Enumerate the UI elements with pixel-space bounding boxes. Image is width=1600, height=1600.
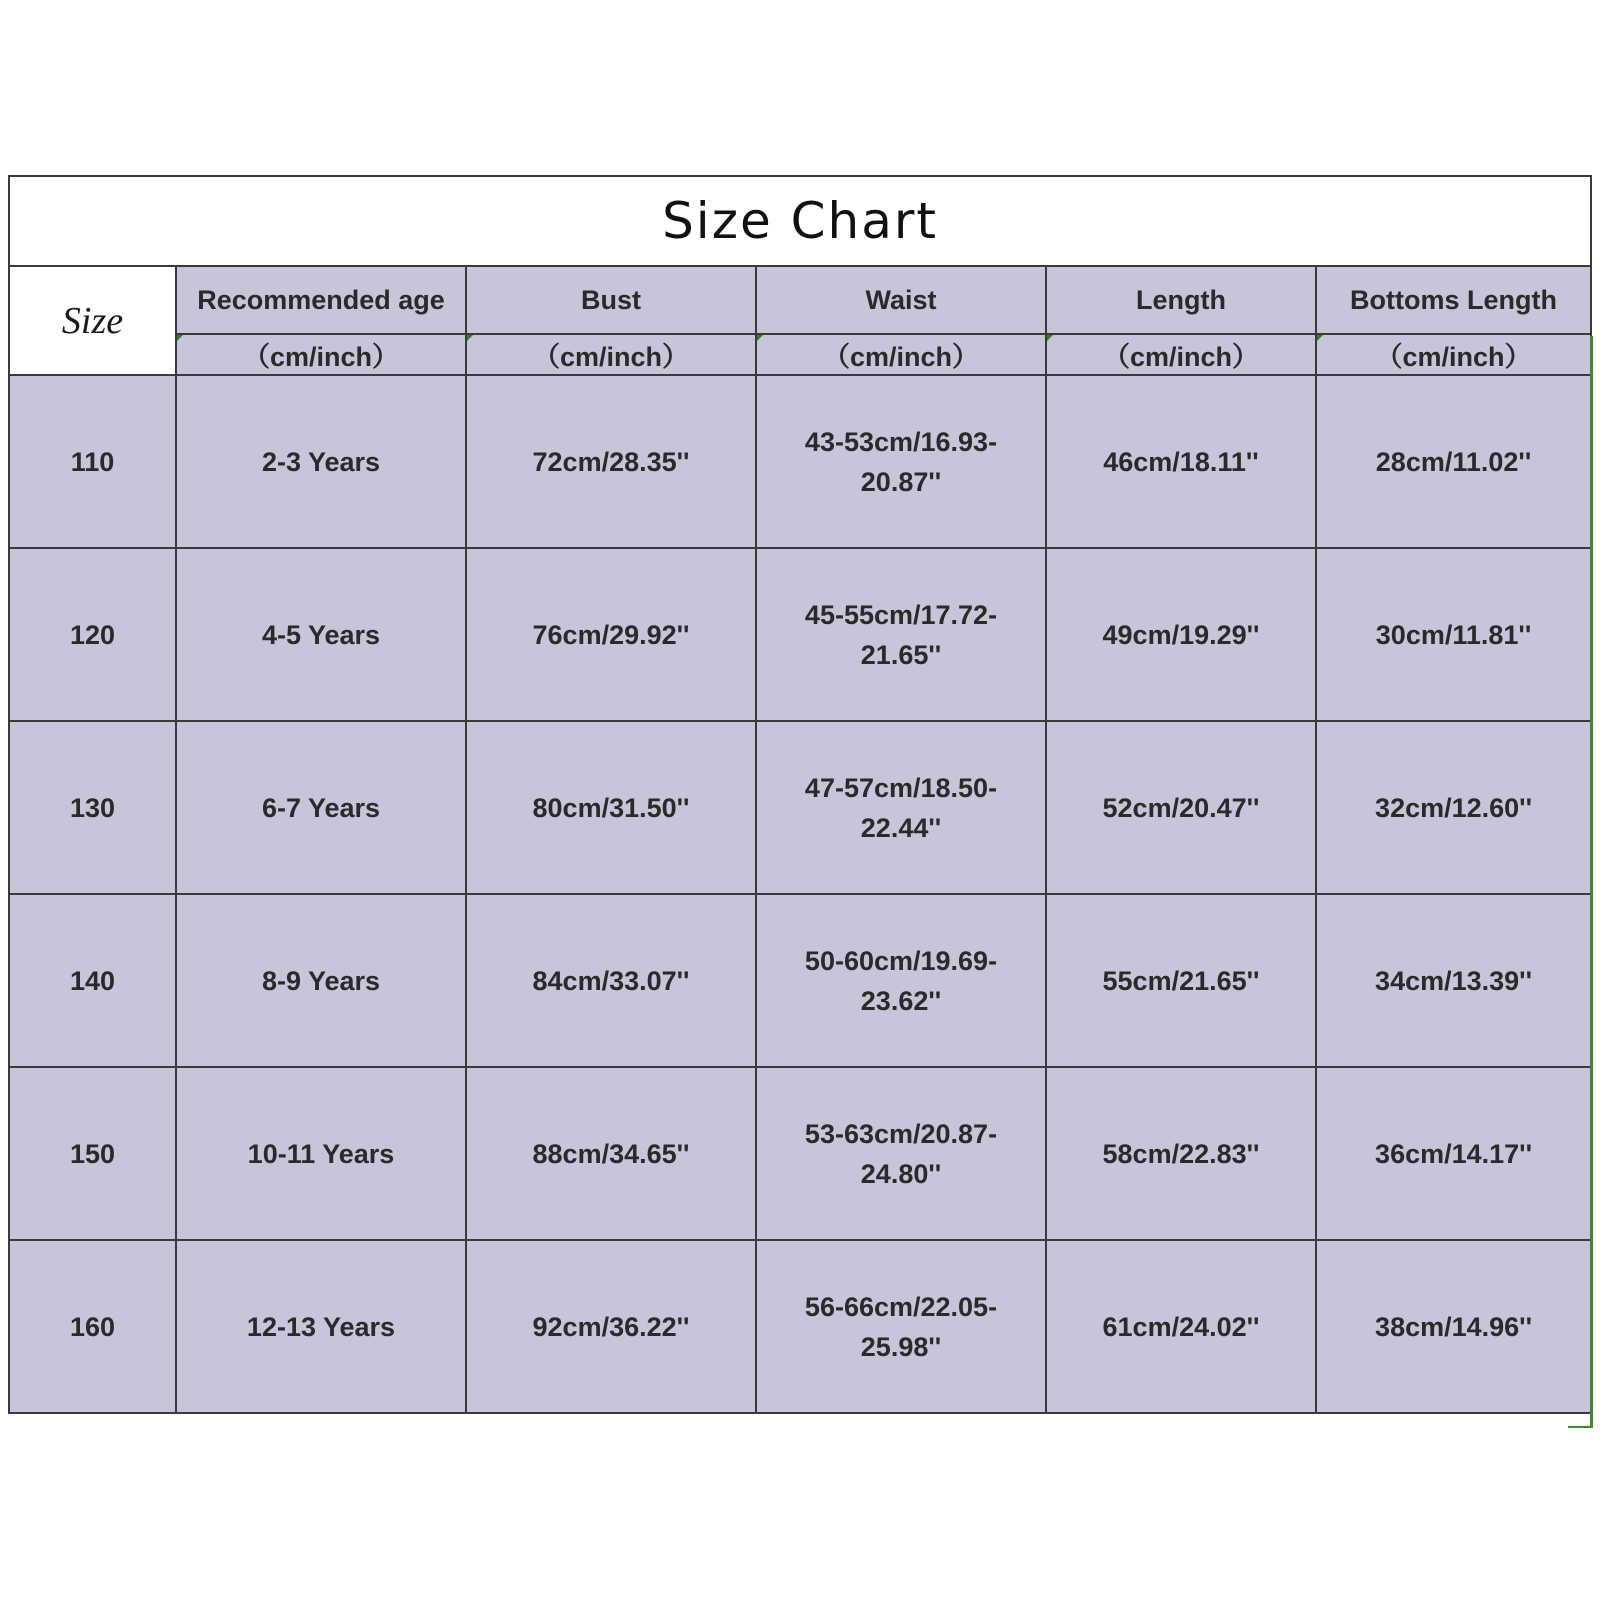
age-cell: 10-11 Years: [176, 1067, 466, 1240]
table-row: [9, 375, 1591, 548]
title-row: [9, 176, 1591, 266]
waist-line-1: 56-66cm/22.05-: [804, 1291, 998, 1322]
unit-label: （cm/inch）: [242, 342, 400, 372]
bottoms-length-cell: 30cm/11.81'': [1316, 548, 1591, 721]
waist-line-2: 22.44'': [860, 812, 942, 843]
waist-line-1: 47-57cm/18.50-: [804, 772, 998, 803]
table-row: [9, 894, 1591, 1067]
length-cell: 46cm/18.11'': [1046, 375, 1316, 548]
waist-line-2: 20.87'': [860, 466, 942, 497]
waist-cell: [756, 1240, 1046, 1413]
age-cell: 2-3 Years: [176, 375, 466, 548]
size-cell: 160: [9, 1240, 176, 1413]
age-cell: 8-9 Years: [176, 894, 466, 1067]
bottoms-length-cell: 28cm/11.02'': [1316, 375, 1591, 548]
age-cell: 12-13 Years: [176, 1240, 466, 1413]
unit-bottoms-length: [1316, 334, 1591, 375]
column-header-row: [9, 266, 1591, 334]
waist-line-2: 21.65'': [860, 639, 942, 670]
header-bust: Bust: [466, 266, 756, 334]
waist-line-2: 24.80'': [860, 1158, 942, 1189]
corner-marker-icon: [467, 335, 473, 341]
size-cell: 120: [9, 548, 176, 721]
waist-line-1: 45-55cm/17.72-: [804, 599, 998, 630]
waist-line-2: 23.62'': [860, 985, 942, 1016]
unit-label: （cm/inch）: [1375, 342, 1532, 372]
accent-border-line: [1590, 336, 1593, 1428]
unit-recommended-age: [176, 334, 466, 375]
header-bottoms-length: Bottoms Length: [1316, 266, 1591, 334]
waist-cell: [756, 548, 1046, 721]
unit-label: （cm/inch）: [532, 342, 690, 372]
header-length: Length: [1046, 266, 1316, 334]
unit-header-row: [9, 334, 1591, 375]
unit-label: （cm/inch）: [822, 342, 980, 372]
size-cell: 150: [9, 1067, 176, 1240]
corner-marker-icon: [1047, 335, 1053, 341]
waist-line-1: 53-63cm/20.87-: [804, 1118, 998, 1149]
header-recommended-age: Recommended age: [176, 266, 466, 334]
accent-border-line-bottom: [1568, 1426, 1593, 1428]
unit-length: [1046, 334, 1316, 375]
bust-cell: 92cm/36.22'': [466, 1240, 756, 1413]
waist-cell: [756, 721, 1046, 894]
bust-cell: 80cm/31.50'': [466, 721, 756, 894]
age-cell: 6-7 Years: [176, 721, 466, 894]
table-row: [9, 548, 1591, 721]
chart-title: Size Chart: [9, 176, 1591, 266]
bust-cell: 84cm/33.07'': [466, 894, 756, 1067]
waist-cell: [756, 1067, 1046, 1240]
bust-cell: 72cm/28.35'': [466, 375, 756, 548]
size-cell: 140: [9, 894, 176, 1067]
waist-line-2: 25.98'': [860, 1331, 942, 1362]
bust-cell: 88cm/34.65'': [466, 1067, 756, 1240]
table-row: [9, 721, 1591, 894]
size-chart-table: [8, 175, 1592, 1414]
length-cell: 55cm/21.65'': [1046, 894, 1316, 1067]
size-cell: 110: [9, 375, 176, 548]
header-waist: Waist: [756, 266, 1046, 334]
size-column-header: Size: [9, 266, 176, 375]
length-cell: 58cm/22.83'': [1046, 1067, 1316, 1240]
length-cell: 52cm/20.47'': [1046, 721, 1316, 894]
bottoms-length-cell: 32cm/12.60'': [1316, 721, 1591, 894]
unit-bust: [466, 334, 756, 375]
bust-cell: 76cm/29.92'': [466, 548, 756, 721]
age-cell: 4-5 Years: [176, 548, 466, 721]
corner-marker-icon: [757, 335, 763, 341]
table-row: [9, 1067, 1591, 1240]
length-cell: 49cm/19.29'': [1046, 548, 1316, 721]
bottoms-length-cell: 38cm/14.96'': [1316, 1240, 1591, 1413]
size-cell: 130: [9, 721, 176, 894]
waist-line-1: 50-60cm/19.69-: [804, 945, 998, 976]
waist-cell: [756, 894, 1046, 1067]
bottoms-length-cell: 34cm/13.39'': [1316, 894, 1591, 1067]
table-row: [9, 1240, 1591, 1413]
unit-waist: [756, 334, 1046, 375]
waist-cell: [756, 375, 1046, 548]
bottoms-length-cell: 36cm/14.17'': [1316, 1067, 1591, 1240]
corner-marker-icon: [177, 335, 183, 341]
waist-line-1: 43-53cm/16.93-: [804, 426, 998, 457]
corner-marker-icon: [1317, 335, 1323, 341]
unit-label: （cm/inch）: [1102, 342, 1260, 372]
length-cell: 61cm/24.02'': [1046, 1240, 1316, 1413]
